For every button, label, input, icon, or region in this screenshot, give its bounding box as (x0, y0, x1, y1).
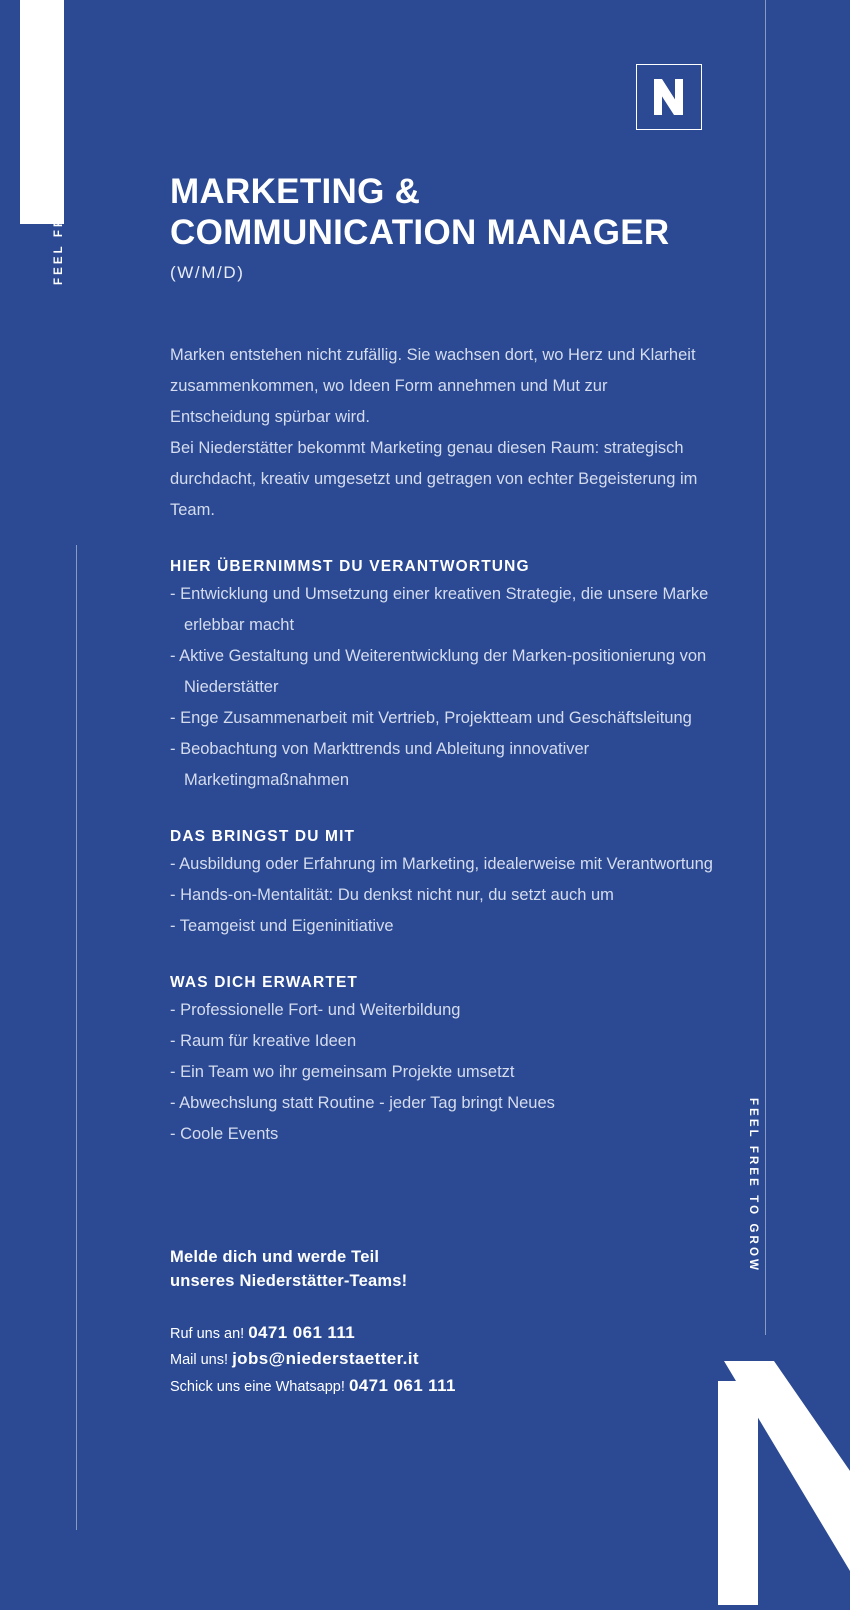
intro-text (170, 340, 705, 526)
list-item: - Beobachtung von Markttrends und Ableitung innovativer Marketingmaßnahmen (170, 740, 590, 790)
contact-label: Mail uns! (170, 1352, 229, 1369)
list-item: - Professionelle Fort- und Weiterbildung (170, 1001, 461, 1020)
bullet-list (170, 579, 730, 796)
section-heading: HIER ÜBERNIMMST DU VERANTWORTUNG (170, 557, 530, 575)
section-heading: WAS DICH ERWARTET (170, 974, 359, 992)
decorative-n-mark-top-left (0, 0, 80, 224)
contact-email (170, 1346, 730, 1372)
contact-label: Schick uns eine Whatsapp! (170, 1378, 345, 1395)
contact-value[interactable]: 0471 061 111 (348, 1375, 456, 1395)
decorative-n-mark-bottom-right (718, 1325, 850, 1605)
vertical-divider-right (765, 0, 766, 1335)
section-benefits (170, 974, 730, 1150)
section-requirements (170, 828, 730, 942)
bullet-list (170, 995, 730, 1150)
vertical-divider-left (76, 545, 77, 1530)
contact-whatsapp (170, 1373, 730, 1399)
section-responsibilities (170, 558, 730, 796)
contact-block (170, 1320, 730, 1399)
list-item: - Ausbildung oder Erfahrung im Marketing, idealerweise mit Verantwortung (170, 855, 713, 874)
section-heading: DAS BRINGST DU MIT (170, 828, 356, 846)
contact-value[interactable]: jobs@niederstaetter.it (232, 1349, 419, 1369)
list-item: - Enge Zusammenarbeit mit Vertrieb, Projektteam und Geschäftsleitung (170, 709, 692, 728)
list-item: - Teamgeist und Eigeninitiative (170, 917, 394, 936)
title-line-2: COMMUNICATION MANAGER (170, 212, 670, 252)
side-label-right: FEEL FREE TO GROW (747, 1098, 759, 1273)
intro-paragraph-2: Bei Niederstätter bekommt Marketing genau diesen Raum: strategisch durchdacht, kreativ umgesetzt und getragen von echter Begeisterung im Team. (170, 438, 698, 519)
bullet-list (170, 849, 730, 942)
list-item: - Raum für kreative Ideen (170, 1032, 357, 1051)
cta-line-2: unseres Niederstätter-Teams! (170, 1271, 408, 1290)
title-line-1: MARKETING & (170, 172, 421, 211)
content-column (170, 0, 730, 1399)
intro-paragraph-1: Marken entstehen nicht zufällig. Sie wachsen dort, wo Herz und Klarheit zusammenkommen, wo Ideen Form annehmen und Mut zur Entscheidung spürbar wird. (170, 345, 696, 426)
page-subtitle: (W/M/D) (170, 262, 245, 282)
list-item: - Abwechslung statt Routine - jeder Tag bringt Neues (170, 1094, 555, 1113)
contact-label: Ruf uns an! (170, 1326, 245, 1343)
list-item: - Ein Team wo ihr gemeinsam Projekte umsetzt (170, 1063, 515, 1082)
contact-value[interactable]: 0471 061 111 (248, 1323, 356, 1343)
call-to-action (170, 1246, 730, 1293)
list-item: - Coole Events (170, 1125, 279, 1144)
cta-line-1: Melde dich und werde Teil (170, 1248, 380, 1267)
contact-phone (170, 1320, 730, 1346)
list-item: - Aktive Gestaltung und Weiterentwicklung der Marken-positionierung von Niederstätter (170, 647, 707, 697)
page-title (170, 172, 730, 254)
list-item: - Hands-on-Mentalität: Du denkst nicht nur, du setzt auch um (170, 886, 614, 905)
list-item: - Entwicklung und Umsetzung einer kreativen Strategie, die unsere Marke erlebbar macht (170, 584, 709, 634)
side-label-left: FEEL FREE TO GROW (53, 110, 65, 285)
